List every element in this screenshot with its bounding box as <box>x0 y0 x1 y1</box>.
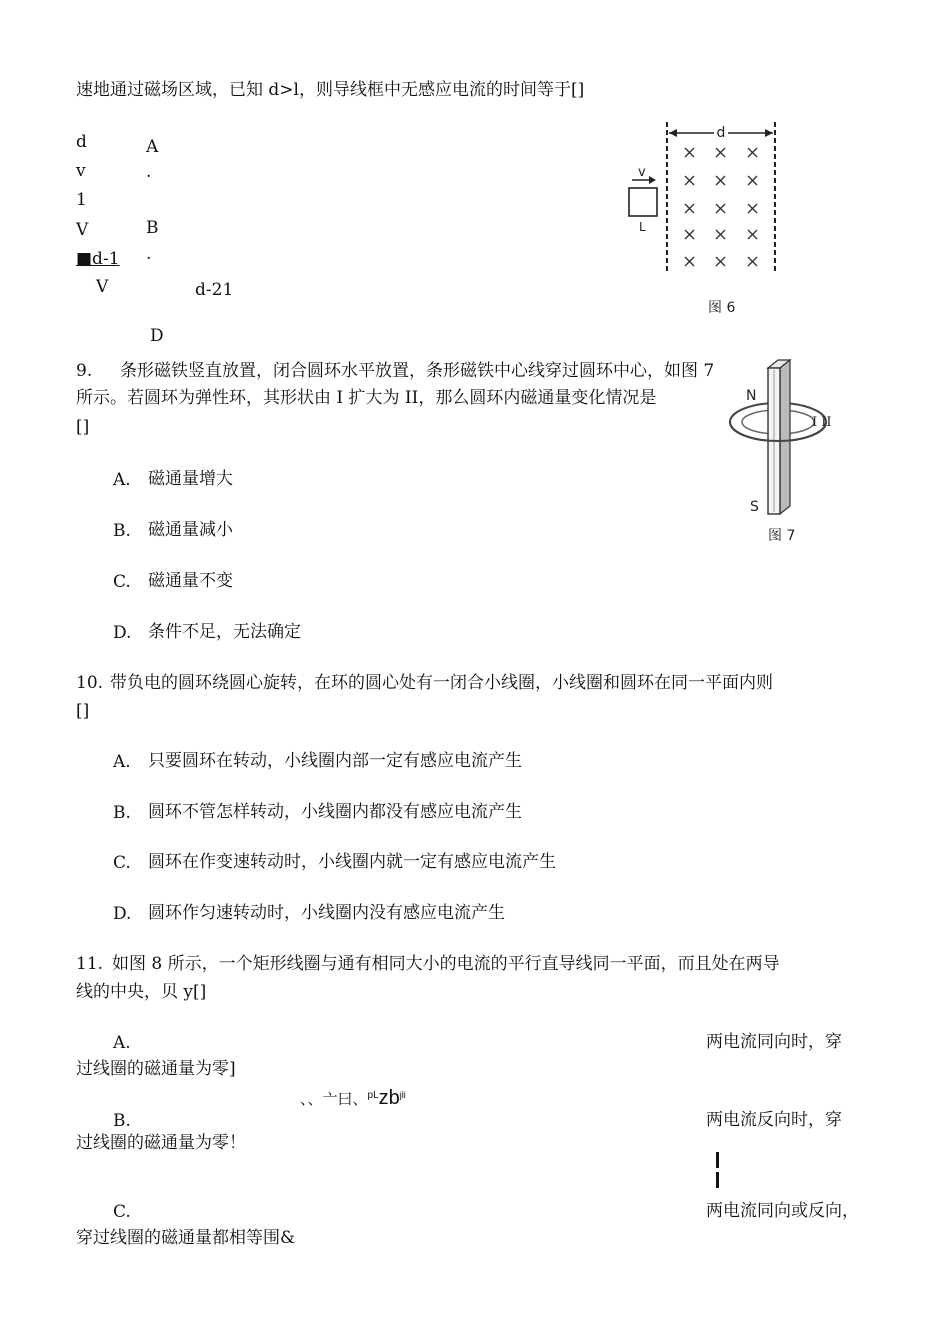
q9-option-D-text: 条件不足，无法确定 <box>148 622 301 642</box>
figure-7-label-s: S <box>750 499 759 515</box>
figure-7-label-ring: I II <box>812 415 832 430</box>
figure-7-caption: 图 7 <box>768 528 796 544</box>
q8-col1-1: 1 <box>76 190 87 210</box>
q8-clipped-D: D <box>150 328 164 342</box>
q11-stray-chars: 、、亠曰、 <box>300 1090 368 1108</box>
q11-option-B-cont: 过线圈的磁通量为零！ <box>76 1133 246 1153</box>
figure-6-label-l: L <box>639 220 646 234</box>
q11-number: 11. <box>76 954 104 974</box>
q8-col1-d: d <box>76 132 87 152</box>
q11-option-B-letter: B. <box>113 1111 131 1131</box>
q8-option-B-dot: . <box>146 244 152 264</box>
figure-6 <box>620 118 790 323</box>
q9-option-A-letter: A. <box>113 470 131 490</box>
q8-col1-V: V <box>76 220 89 240</box>
q11-option-A-right: 两电流同向时，穿 <box>706 1032 842 1052</box>
q8-col1-v: v <box>76 161 86 181</box>
q8-option-A-dot: . <box>146 162 152 182</box>
q8-col1-V2: V <box>96 277 109 297</box>
q10-option-B-letter: B. <box>113 803 131 823</box>
q11-stray-sup1: pL <box>367 1090 379 1101</box>
conductor-frame <box>629 188 657 216</box>
q9-option-C-text: 磁通量不变 <box>148 571 233 591</box>
q11-stray-zb: zb <box>378 1087 400 1109</box>
q9-option-C-letter: C. <box>113 572 131 592</box>
q9-option-A-text: 磁通量增大 <box>148 469 233 489</box>
q11-option-A-letter: A. <box>113 1033 131 1053</box>
bar-magnet <box>768 360 790 514</box>
q10-answer-bracket: [] <box>76 701 90 721</box>
q9-number: 9. <box>76 361 93 381</box>
q10-option-A-text: 只要圆环在转动，小线圈内部一定有感应电流产生 <box>148 751 522 771</box>
q11-option-A-cont: 过线圈的磁通量为零] <box>76 1059 236 1079</box>
figure-6-label-d: d <box>716 125 726 141</box>
q11-option-C-cont: 穿过线圈的磁通量都相等围& <box>76 1228 296 1248</box>
q11-option-B-right: 两电流反向时，穿 <box>706 1110 842 1130</box>
figure-6-caption: 图 6 <box>708 300 736 316</box>
q9-option-B-letter: B. <box>113 521 131 541</box>
q8-stem-tail: 速地通过磁场区域，已知 d>l，则导线框中无感应电流的时间等于[] <box>76 80 585 100</box>
q10-line1: 带负电的圆环绕圆心旋转，在环的圆心处有一闭合小线圈，小线圈和圆环在同一平面内则 <box>110 673 773 693</box>
q10-option-D-text: 圆环作匀速转动时，小线圈内没有感应电流产生 <box>148 903 505 923</box>
q11-stray-sup2: jli <box>399 1090 406 1100</box>
q8-clipped-d-21: d-21 <box>195 282 234 296</box>
q9-option-B-text: 磁通量减小 <box>148 520 233 540</box>
stray-bar-1 <box>716 1152 719 1168</box>
q10-option-D-letter: D. <box>113 904 132 924</box>
q9-line1: 条形磁铁竖直放置，闭合圆环水平放置，条形磁铁中心线穿过圆环中心，如图 7 <box>120 361 715 381</box>
q10-option-C-letter: C. <box>113 853 131 873</box>
field-x-marks <box>685 148 757 266</box>
q10-option-B-text: 圆环不管怎样转动，小线圈内都没有感应电流产生 <box>148 802 522 822</box>
figure-7-label-n: N <box>746 388 757 404</box>
q10-option-A-letter: A. <box>113 752 131 772</box>
q8-col1-d-minus-1: ■d-1 <box>76 249 120 269</box>
q9-line2: 所示。若圆环为弹性环，其形状由 I 扩大为 II，那么圆环内磁通量变化情况是 <box>76 388 657 408</box>
q10-number: 10. <box>76 673 104 693</box>
q11-line2: 线的中央，贝 y[] <box>76 982 207 1002</box>
figure-6-label-v: v <box>638 165 646 180</box>
stray-bar-2 <box>716 1172 719 1188</box>
q9-option-D-letter: D. <box>113 623 132 643</box>
q10-option-C-text: 圆环在作变速转动时，小线圈内就一定有感应电流产生 <box>148 852 556 872</box>
q8-option-A: A <box>146 137 159 157</box>
q9-answer-bracket: [] <box>76 417 90 437</box>
q11-option-C-letter: C. <box>113 1202 131 1222</box>
q11-line1: 如图 8 所示，一个矩形线圈与通有相同大小的电流的平行直导线同一平面，而且处在两导 <box>112 954 780 974</box>
q8-option-B: B <box>146 218 159 238</box>
figure-7 <box>722 356 850 550</box>
q11-option-C-right: 两电流同向或反向， <box>706 1201 859 1221</box>
q11-stray-text <box>300 1088 406 1108</box>
